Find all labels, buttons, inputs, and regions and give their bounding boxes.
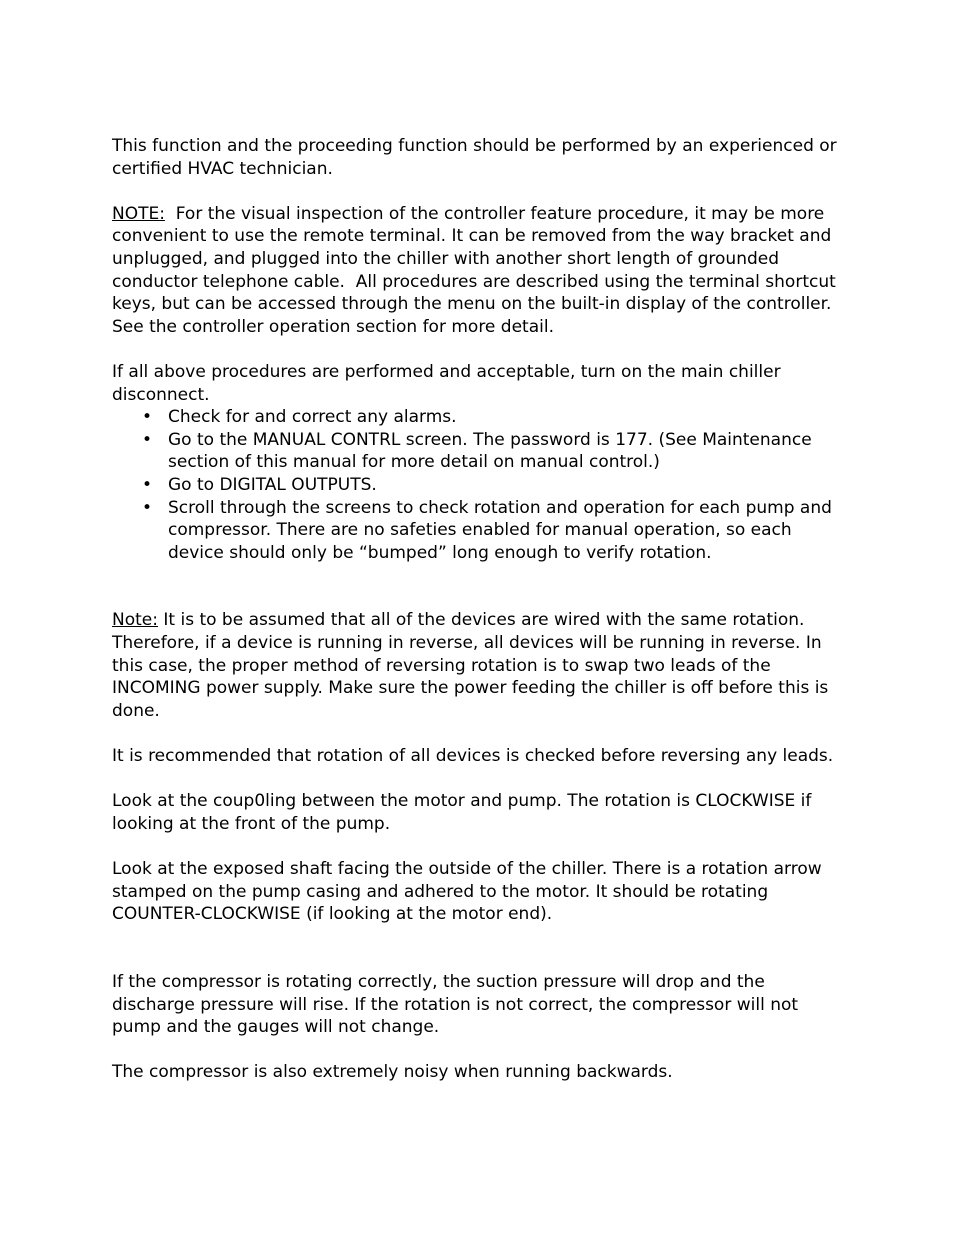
list-item-text: Check for and correct any alarms. [168,407,457,428]
list-item-text: Scroll through the screens to check rotation and operation for each pump and compressor. There are no safeties enabled for manual operation, so each device should only be “bumped” long enough to verify rotation. [168,497,832,563]
list-item [112,406,847,429]
list-item-text: Go to DIGITAL OUTPUTS. [168,474,377,495]
list-item [112,474,847,497]
note-label: Note: [112,610,158,631]
list-item [112,497,847,565]
disconnect-paragraph: If all above procedures are performed and acceptable, turn on the main chiller disconnect. [112,361,781,405]
spacer [112,835,847,858]
spacer [112,926,847,971]
shaft-paragraph: Look at the exposed shaft facing the outside of the chiller. There is a rotation arrow stamped on the pump casing and adhered to the motor. It should be rotating COUNTER-CLOCKWISE (if looking at the motor end). [112,859,822,925]
intro-paragraph: This function and the proceeding function should be performed by an experienced or certified HVAC technician. [112,136,837,179]
spacer [112,338,847,361]
note-text: It is to be assumed that all of the devices are wired with the same rotation. Therefore, if a device is running in reverse, all devices will be running in reverse. In this case, the proper method of reversing rotation is to swap two leads of the INCOMING power supply. Make sure the power feeding the chiller is off before this is done. [112,610,834,721]
noise-paragraph: The compressor is also extremely noisy when running backwards. [112,1062,673,1083]
recommendation-paragraph: It is recommended that rotation of all devices is checked before reversing any leads. [112,746,834,767]
bullet-icon: • [142,407,153,428]
note-text: For the visual inspection of the controller feature procedure, it may be more convenient to use the remote terminal. It can be removed from the way bracket and unplugged, and plugged into the chiller with another short length of grounded conductor telephone cable. All procedures are described using the terminal shortcut keys, but can be accessed through the menu on the built-in display of the controller. See the controller operation section for more detail. [112,203,842,337]
bullet-icon: • [142,429,153,450]
spacer [112,564,847,609]
note-paragraph [112,203,847,339]
spacer [112,722,847,745]
bullet-icon: • [142,474,153,495]
rotation-note-paragraph [112,609,847,722]
document-page [112,135,847,1084]
spacer [112,1039,847,1062]
list-item-text: Go to the MANUAL CONTRL screen. The password is 177. (See Maintenance section of this manual for more detail on manual control.) [168,429,812,473]
coupling-paragraph: Look at the coup0ling between the motor and pump. The rotation is CLOCKWISE if looking at the front of the pump. [112,791,812,834]
procedure-list [112,406,847,564]
spacer [112,180,847,203]
spacer [112,768,847,791]
note-label: NOTE: [112,203,165,224]
list-item [112,429,847,474]
compressor-paragraph: If the compressor is rotating correctly, the suction pressure will drop and the discharge pressure will rise. If the rotation is not correct, the compressor will not pump and the gauges will not change. [112,971,799,1038]
bullet-icon: • [142,497,153,518]
